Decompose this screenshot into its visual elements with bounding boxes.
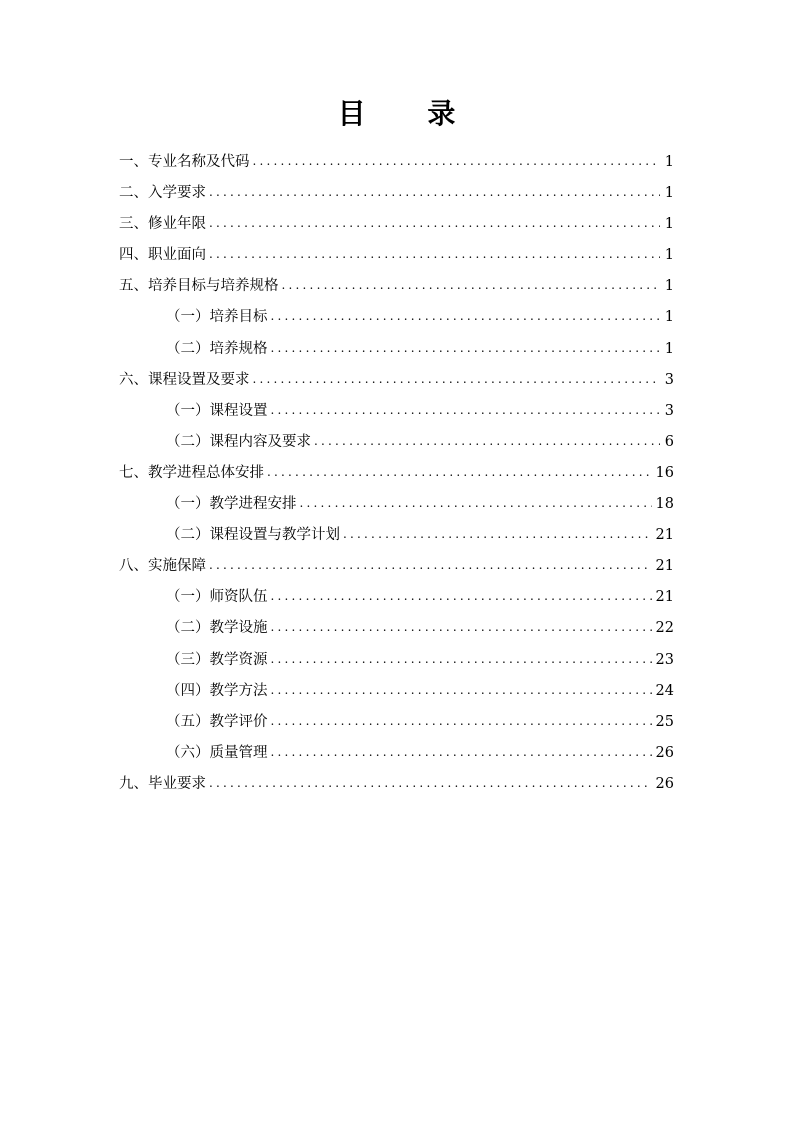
toc-entry-page: 1 bbox=[664, 247, 674, 264]
toc-entry[interactable] bbox=[119, 365, 674, 396]
toc-entry-page: 26 bbox=[655, 744, 674, 761]
dot-leader bbox=[271, 581, 652, 612]
toc-entry-label: （二）课程设置与教学计划 bbox=[166, 527, 340, 544]
toc-subentry[interactable] bbox=[119, 613, 674, 644]
toc-entry[interactable] bbox=[119, 769, 674, 800]
toc-entry-label: （二）培养规格 bbox=[166, 340, 268, 357]
toc-subentry[interactable] bbox=[119, 520, 674, 551]
toc-entry[interactable] bbox=[119, 271, 674, 302]
toc-subentry[interactable] bbox=[119, 427, 674, 458]
toc-entry-page: 26 bbox=[655, 775, 674, 792]
toc-entry-label: 四、职业面向 bbox=[119, 247, 206, 264]
table-of-contents bbox=[119, 147, 674, 800]
dot-leader bbox=[209, 550, 652, 581]
toc-subentry[interactable] bbox=[119, 738, 674, 769]
toc-entry-label: （三）教学资源 bbox=[166, 651, 268, 668]
toc-entry-label: 二、入学要求 bbox=[119, 185, 206, 202]
toc-entry-page: 1 bbox=[664, 185, 674, 202]
dot-leader bbox=[271, 333, 661, 364]
toc-entry[interactable] bbox=[119, 458, 674, 489]
toc-entry-page: 16 bbox=[655, 464, 674, 481]
dot-leader bbox=[267, 457, 652, 488]
toc-entry-page: 21 bbox=[655, 558, 674, 575]
dot-leader bbox=[271, 612, 652, 643]
dot-leader bbox=[314, 426, 660, 457]
toc-entry-label: （四）教学方法 bbox=[166, 682, 268, 699]
toc-entry-label: （一）培养目标 bbox=[166, 309, 268, 326]
toc-subentry[interactable] bbox=[119, 489, 674, 520]
dot-leader bbox=[343, 519, 652, 550]
toc-subentry[interactable] bbox=[119, 396, 674, 427]
toc-entry-label: 七、教学进程总体安排 bbox=[119, 464, 264, 481]
toc-subentry[interactable] bbox=[119, 707, 674, 738]
dot-leader bbox=[253, 364, 661, 395]
toc-entry[interactable] bbox=[119, 240, 674, 271]
dot-leader bbox=[282, 270, 661, 301]
toc-entry-label: （一）课程设置 bbox=[166, 402, 268, 419]
page-title: 目 录 bbox=[337, 97, 482, 130]
toc-entry-page: 6 bbox=[664, 433, 674, 450]
dot-leader bbox=[271, 395, 661, 426]
toc-entry-page: 3 bbox=[664, 402, 674, 419]
toc-entry[interactable] bbox=[119, 551, 674, 582]
toc-entry-page: 22 bbox=[655, 620, 674, 637]
dot-leader bbox=[253, 146, 661, 177]
toc-entry-page: 1 bbox=[664, 309, 674, 326]
toc-entry[interactable] bbox=[119, 209, 674, 240]
toc-entry-label: （六）质量管理 bbox=[166, 744, 268, 761]
toc-entry[interactable] bbox=[119, 147, 674, 178]
dot-leader bbox=[209, 177, 660, 208]
toc-subentry[interactable] bbox=[119, 582, 674, 613]
toc-entry-label: 六、课程设置及要求 bbox=[119, 371, 250, 388]
toc-entry-page: 23 bbox=[655, 651, 674, 668]
dot-leader bbox=[209, 768, 652, 799]
toc-entry-page: 21 bbox=[655, 527, 674, 544]
dot-leader bbox=[209, 239, 660, 270]
toc-entry-page: 3 bbox=[664, 371, 674, 388]
toc-entry[interactable] bbox=[119, 178, 674, 209]
dot-leader bbox=[271, 706, 652, 737]
toc-entry-page: 1 bbox=[664, 278, 674, 295]
toc-entry-page: 1 bbox=[664, 216, 674, 233]
toc-entry-label: 三、修业年限 bbox=[119, 216, 206, 233]
toc-entry-page: 1 bbox=[664, 340, 674, 357]
dot-leader bbox=[271, 675, 652, 706]
toc-entry-label: 五、培养目标与培养规格 bbox=[119, 278, 279, 295]
dot-leader bbox=[300, 488, 652, 519]
dot-leader bbox=[209, 208, 660, 239]
toc-entry-page: 25 bbox=[655, 713, 674, 730]
toc-entry-page: 24 bbox=[655, 682, 674, 699]
toc-entry-label: （二）教学设施 bbox=[166, 620, 268, 637]
toc-entry-label: 一、专业名称及代码 bbox=[119, 154, 250, 170]
toc-subentry[interactable] bbox=[119, 302, 674, 333]
toc-entry-page: 21 bbox=[655, 589, 674, 606]
toc-entry-label: 八、实施保障 bbox=[119, 558, 206, 575]
dot-leader bbox=[271, 301, 661, 332]
toc-entry-label: 九、毕业要求 bbox=[119, 775, 206, 792]
toc-entry-label: （二）课程内容及要求 bbox=[166, 433, 311, 450]
toc-entry-label: （一）师资队伍 bbox=[166, 589, 268, 606]
toc-entry-page: 1 bbox=[664, 154, 674, 170]
toc-entry-label: （五）教学评价 bbox=[166, 713, 268, 730]
dot-leader bbox=[271, 737, 652, 768]
toc-subentry[interactable] bbox=[119, 334, 674, 365]
toc-entry-page: 18 bbox=[655, 496, 674, 513]
toc-subentry[interactable] bbox=[119, 676, 674, 707]
toc-subentry[interactable] bbox=[119, 645, 674, 676]
toc-entry-label: （一）教学进程安排 bbox=[166, 496, 297, 513]
dot-leader bbox=[271, 644, 652, 675]
